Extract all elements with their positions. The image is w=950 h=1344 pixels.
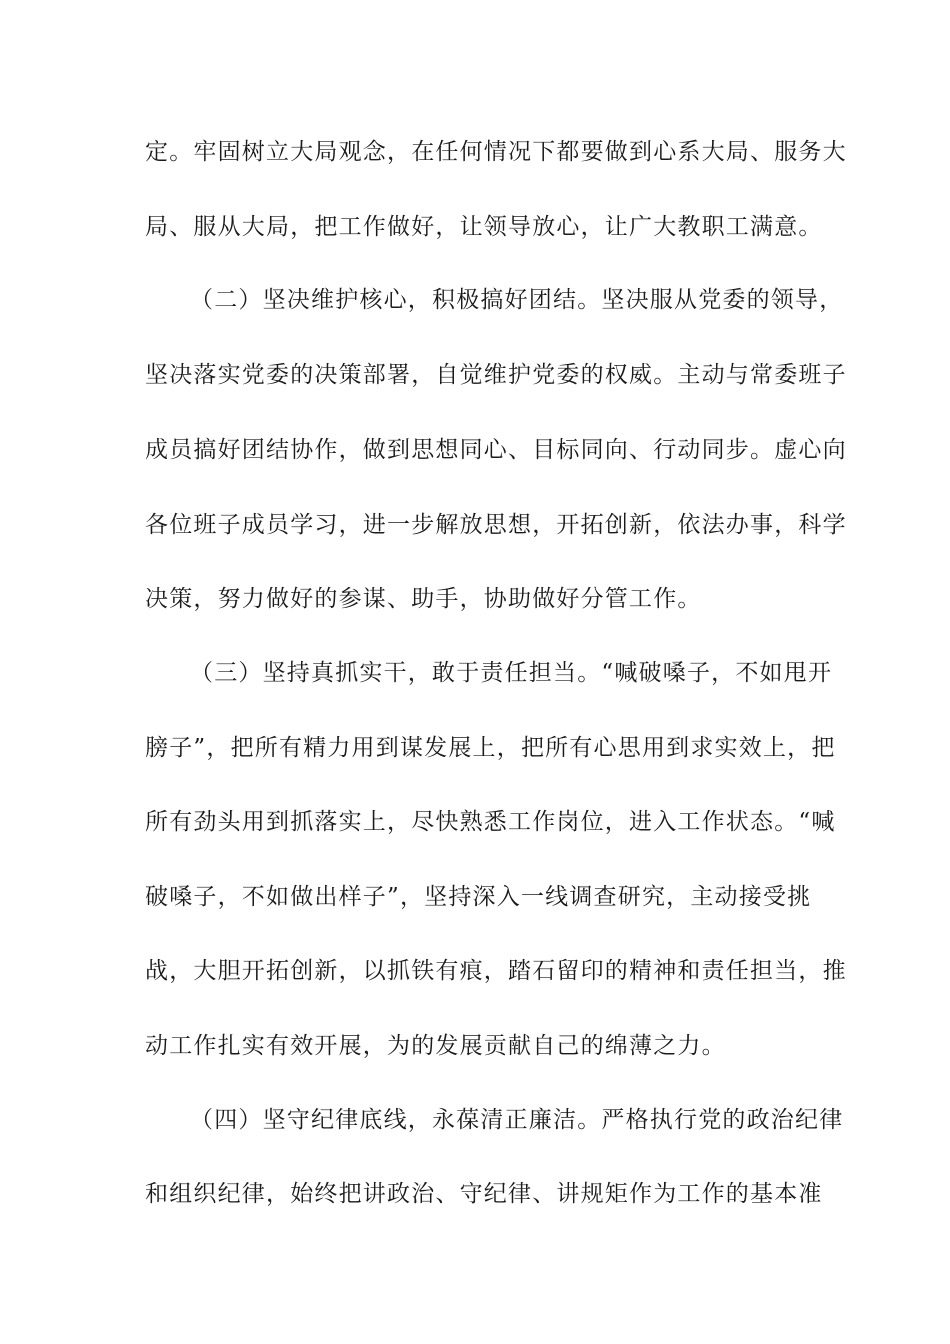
text-line-10: 所有劲头用到抓落实上，尽快熟悉工作岗位，进入工作状态。“喊 — [145, 809, 836, 835]
paragraph-3-heading-line: （三）坚持真抓实干，敢于责任担当。“喊破嗓子，不如甩开 — [190, 660, 833, 686]
text-line-6: 各位班子成员学习，进一步解放思想，开拓创新，依法办事，科学 — [145, 512, 847, 538]
text-line-4: 坚决落实党委的决策部署，自觉维护党委的权威。主动与常委班子 — [145, 362, 847, 388]
text-line-9: 膀子”，把所有精力用到谋发展上，把所有心思用到求实效上，把 — [145, 735, 836, 761]
text-line-13: 动工作扎实有效开展，为的发展贡献自己的绵薄之力。 — [145, 1033, 726, 1059]
text-line-12: 战，大胆开拓创新，以抓铁有痕，踏石留印的精神和责任担当，推 — [145, 958, 847, 984]
paragraph-4-heading-line: （四）坚守纪律底线，永葆清正廉洁。严格执行党的政治纪律 — [190, 1107, 844, 1133]
text-line-2: 局、服从大局，把工作做好，让领导放心，让广大教职工满意。 — [145, 214, 823, 240]
text-line-15: 和组织纪律，始终把讲政治、守纪律、讲规矩作为工作的基本准 — [145, 1181, 823, 1207]
text-line-7: 决策，努力做好的参谋、助手，协助做好分管工作。 — [145, 586, 702, 612]
text-line-1: 定。牢固树立大局观念，在任何情况下都要做到心系大局、服务大 — [145, 139, 847, 165]
text-line-11: 破嗓子，不如做出样子”，坚持深入一线调查研究，主动接受挑 — [145, 884, 812, 910]
paragraph-2-heading-line: （二）坚决维护核心，积极搞好团结。坚决服从党委的领导， — [190, 287, 844, 313]
text-line-5: 成员搞好团结协作，做到思想同心、目标同向、行动同步。虚心向 — [145, 437, 847, 463]
